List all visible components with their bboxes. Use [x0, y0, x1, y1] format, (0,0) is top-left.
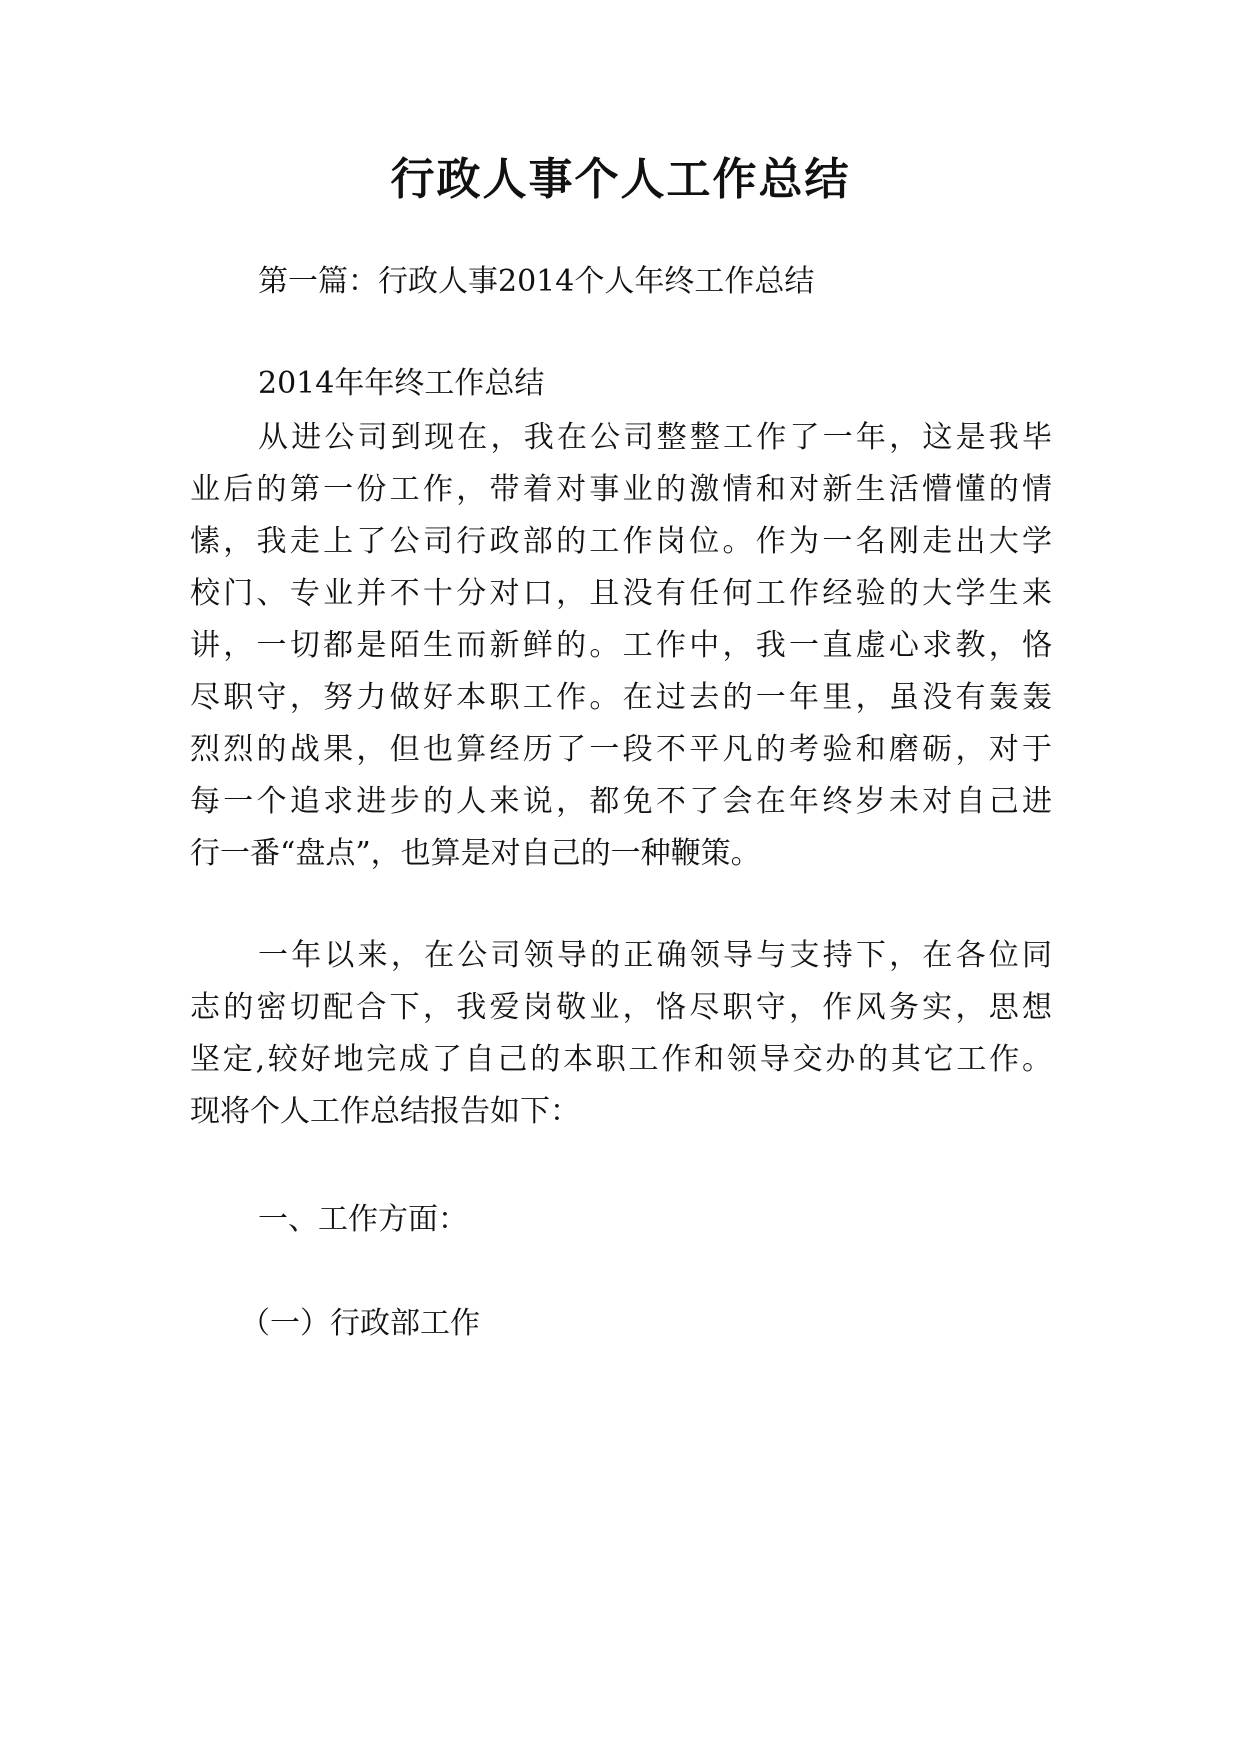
- paragraph1-line: 每一个追求进步的人来说，都免不了会在年终岁未对自己进: [190, 784, 1052, 819]
- paragraph1-line: 从进公司到现在，我在公司整整工作了一年，这是我毕: [258, 420, 1052, 455]
- subheading: 2014年年终工作总结: [258, 366, 545, 401]
- paragraph1-line: 烈烈的战果，但也算经历了一段不平凡的考验和磨砺，对于: [190, 732, 1052, 767]
- paragraph2-line: 坚定,较好地完成了自己的本职工作和领导交办的其它工作。: [190, 1042, 1052, 1077]
- section-heading: 第一篇：行政人事2014个人年终工作总结: [258, 264, 815, 299]
- sub-list-heading: （一）行政部工作: [240, 1306, 480, 1341]
- document-title: 行政人事个人工作总结: [390, 154, 851, 205]
- paragraph1-line: 业后的第一份工作，带着对事业的激情和对新生活懵懂的情: [190, 472, 1052, 507]
- paragraph2-line: 志的密切配合下，我爱岗敬业，恪尽职守，作风务实，思想: [190, 990, 1052, 1025]
- paragraph1-line: 愫，我走上了公司行政部的工作岗位。作为一名刚走出大学: [190, 524, 1052, 559]
- paragraph1-line: 行一番“盘点”，也算是对自己的一种鞭策。: [190, 836, 761, 871]
- paragraph1-line: 尽职守，努力做好本职工作。在过去的一年里，虽没有轰轰: [190, 680, 1052, 715]
- paragraph2-line: 一年以来，在公司领导的正确领导与支持下，在各位同: [258, 938, 1052, 973]
- list-heading: 一、工作方面：: [258, 1202, 468, 1237]
- paragraph1-line: 讲，一切都是陌生而新鲜的。工作中，我一直虚心求教，恪: [190, 628, 1052, 663]
- paragraph2-line: 现将个人工作总结报告如下：: [190, 1094, 580, 1129]
- paragraph1-line: 校门、专业并不十分对口，且没有任何工作经验的大学生来: [190, 576, 1052, 611]
